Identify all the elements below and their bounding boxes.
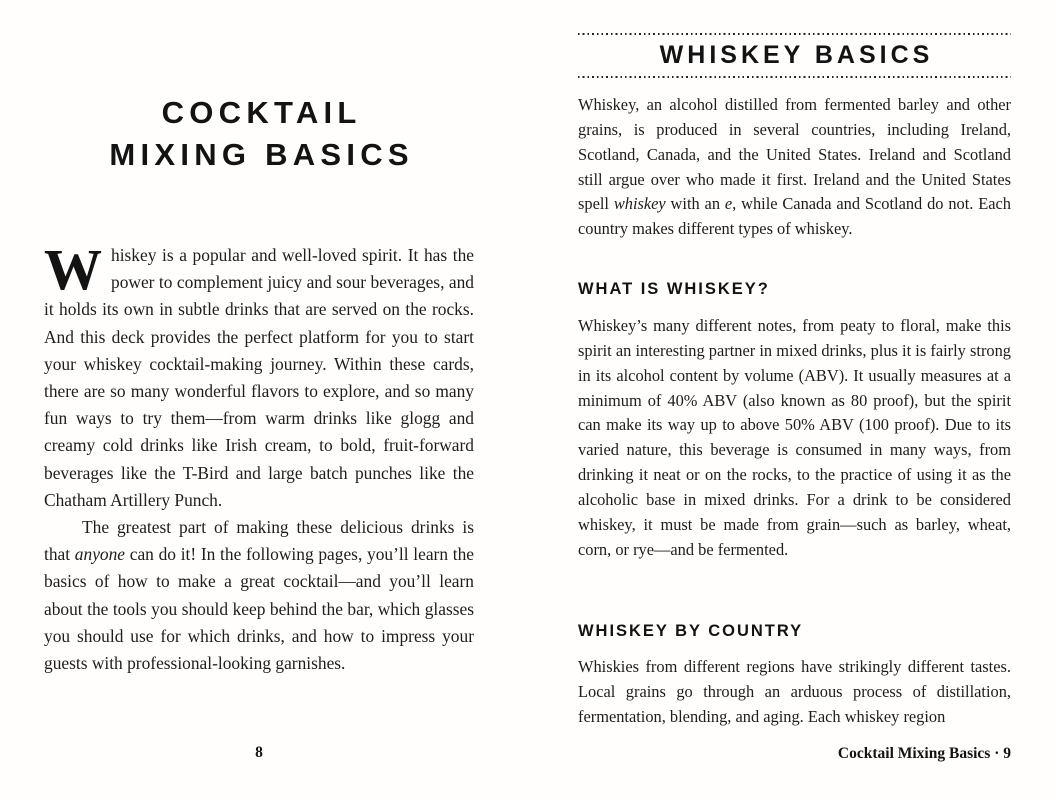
left-body-text [44,237,474,677]
text-run: The greatest part of making these delicious drinks is that [44,517,474,565]
running-footer: Cocktail Mixing Basics · 9 [837,745,1011,762]
text-run: can do it! In the following pages, you’ll learn the basics of how to make a great cocktail—and you’ll learn about the tools you should keep behind the bar, which glasses you should use for which drinks, and how to impress your guests with professional-looking garnishes. [44,544,474,674]
chapter-title-right: WHISKEY BASICS [659,41,934,69]
opening-paragraph [44,237,474,514]
intro-paragraph [578,93,1011,242]
chapter-title-line1: COCKTAIL [161,95,362,130]
italic-run: whiskey [613,194,666,214]
chapter-title-left [44,92,474,176]
left-page [44,0,474,800]
text-run: hiskey is a popular and well-loved spirit. It has the power to complement juicy and sour beverages, and it holds its own in subtle drinks that are served on the rocks. And this deck provides the perfect platform for you to start your whiskey cocktail-making journey. Within these cards, there are so many wonderful flavors to explore, and so many fun ways to try them—from warm drinks like glogg and creamy cold drinks like Irish cream, to bold, fruit-forward beverages like the T-Bird and large batch punches like the Chatham Artillery Punch. [44,245,474,510]
section-heading-whiskey-by-country: WHISKEY BY COUNTRY [578,622,804,640]
section-body-what-is-whiskey: Whiskey’s many different notes, from peaty to floral, make this spirit an interesting partner in mixed drinks, plus it is fairly strong in its alcohol content by volume (ABV). It usually measures at a minimum of 40% ABV (also known as 80 proof), but the spirit can make its way up to above 50% ABV (100 proof). Due to its varied nature, this beverage is consumed in many ways, from drinking it neat or on the rocks, to the practice of using it as the alcoholic base in mixed drinks. For a drink to be considered whiskey, it must be made from grain—such as barley, wheat, corn, or rye—and be fermented. [578,316,1011,559]
chapter-title-line2: MIXING BASICS [109,137,414,172]
section-heading-what-is-whiskey: WHAT IS WHISKEY? [578,280,770,298]
italic-run: e [724,194,733,214]
text-run: , while Canada and Scotland do not. Each country makes different types of whiskey. [578,194,1011,239]
dotted-rule-top [578,33,1011,35]
text-run: with an [665,194,725,214]
page-number-left: 8 [255,744,263,761]
italic-run: anyone [74,544,126,565]
section-body-whiskey-by-country: Whiskies from different regions have strikingly different tastes. Local grains go through an arduous process of distillation, fermentation, blending, and aging. Each whiskey region [578,657,1011,726]
second-paragraph [44,514,474,677]
right-page [578,0,1011,800]
dotted-rule-bottom [578,76,1011,78]
text-run: Whiskey, an alcohol distilled from fermented barley and other grains, is produced in several countries, including Ireland, Scotland, Canada, and the United States. Ireland and Scotland still argue over who made it first. Ireland and the United States spell [578,95,1011,214]
drop-cap: W [44,237,102,302]
